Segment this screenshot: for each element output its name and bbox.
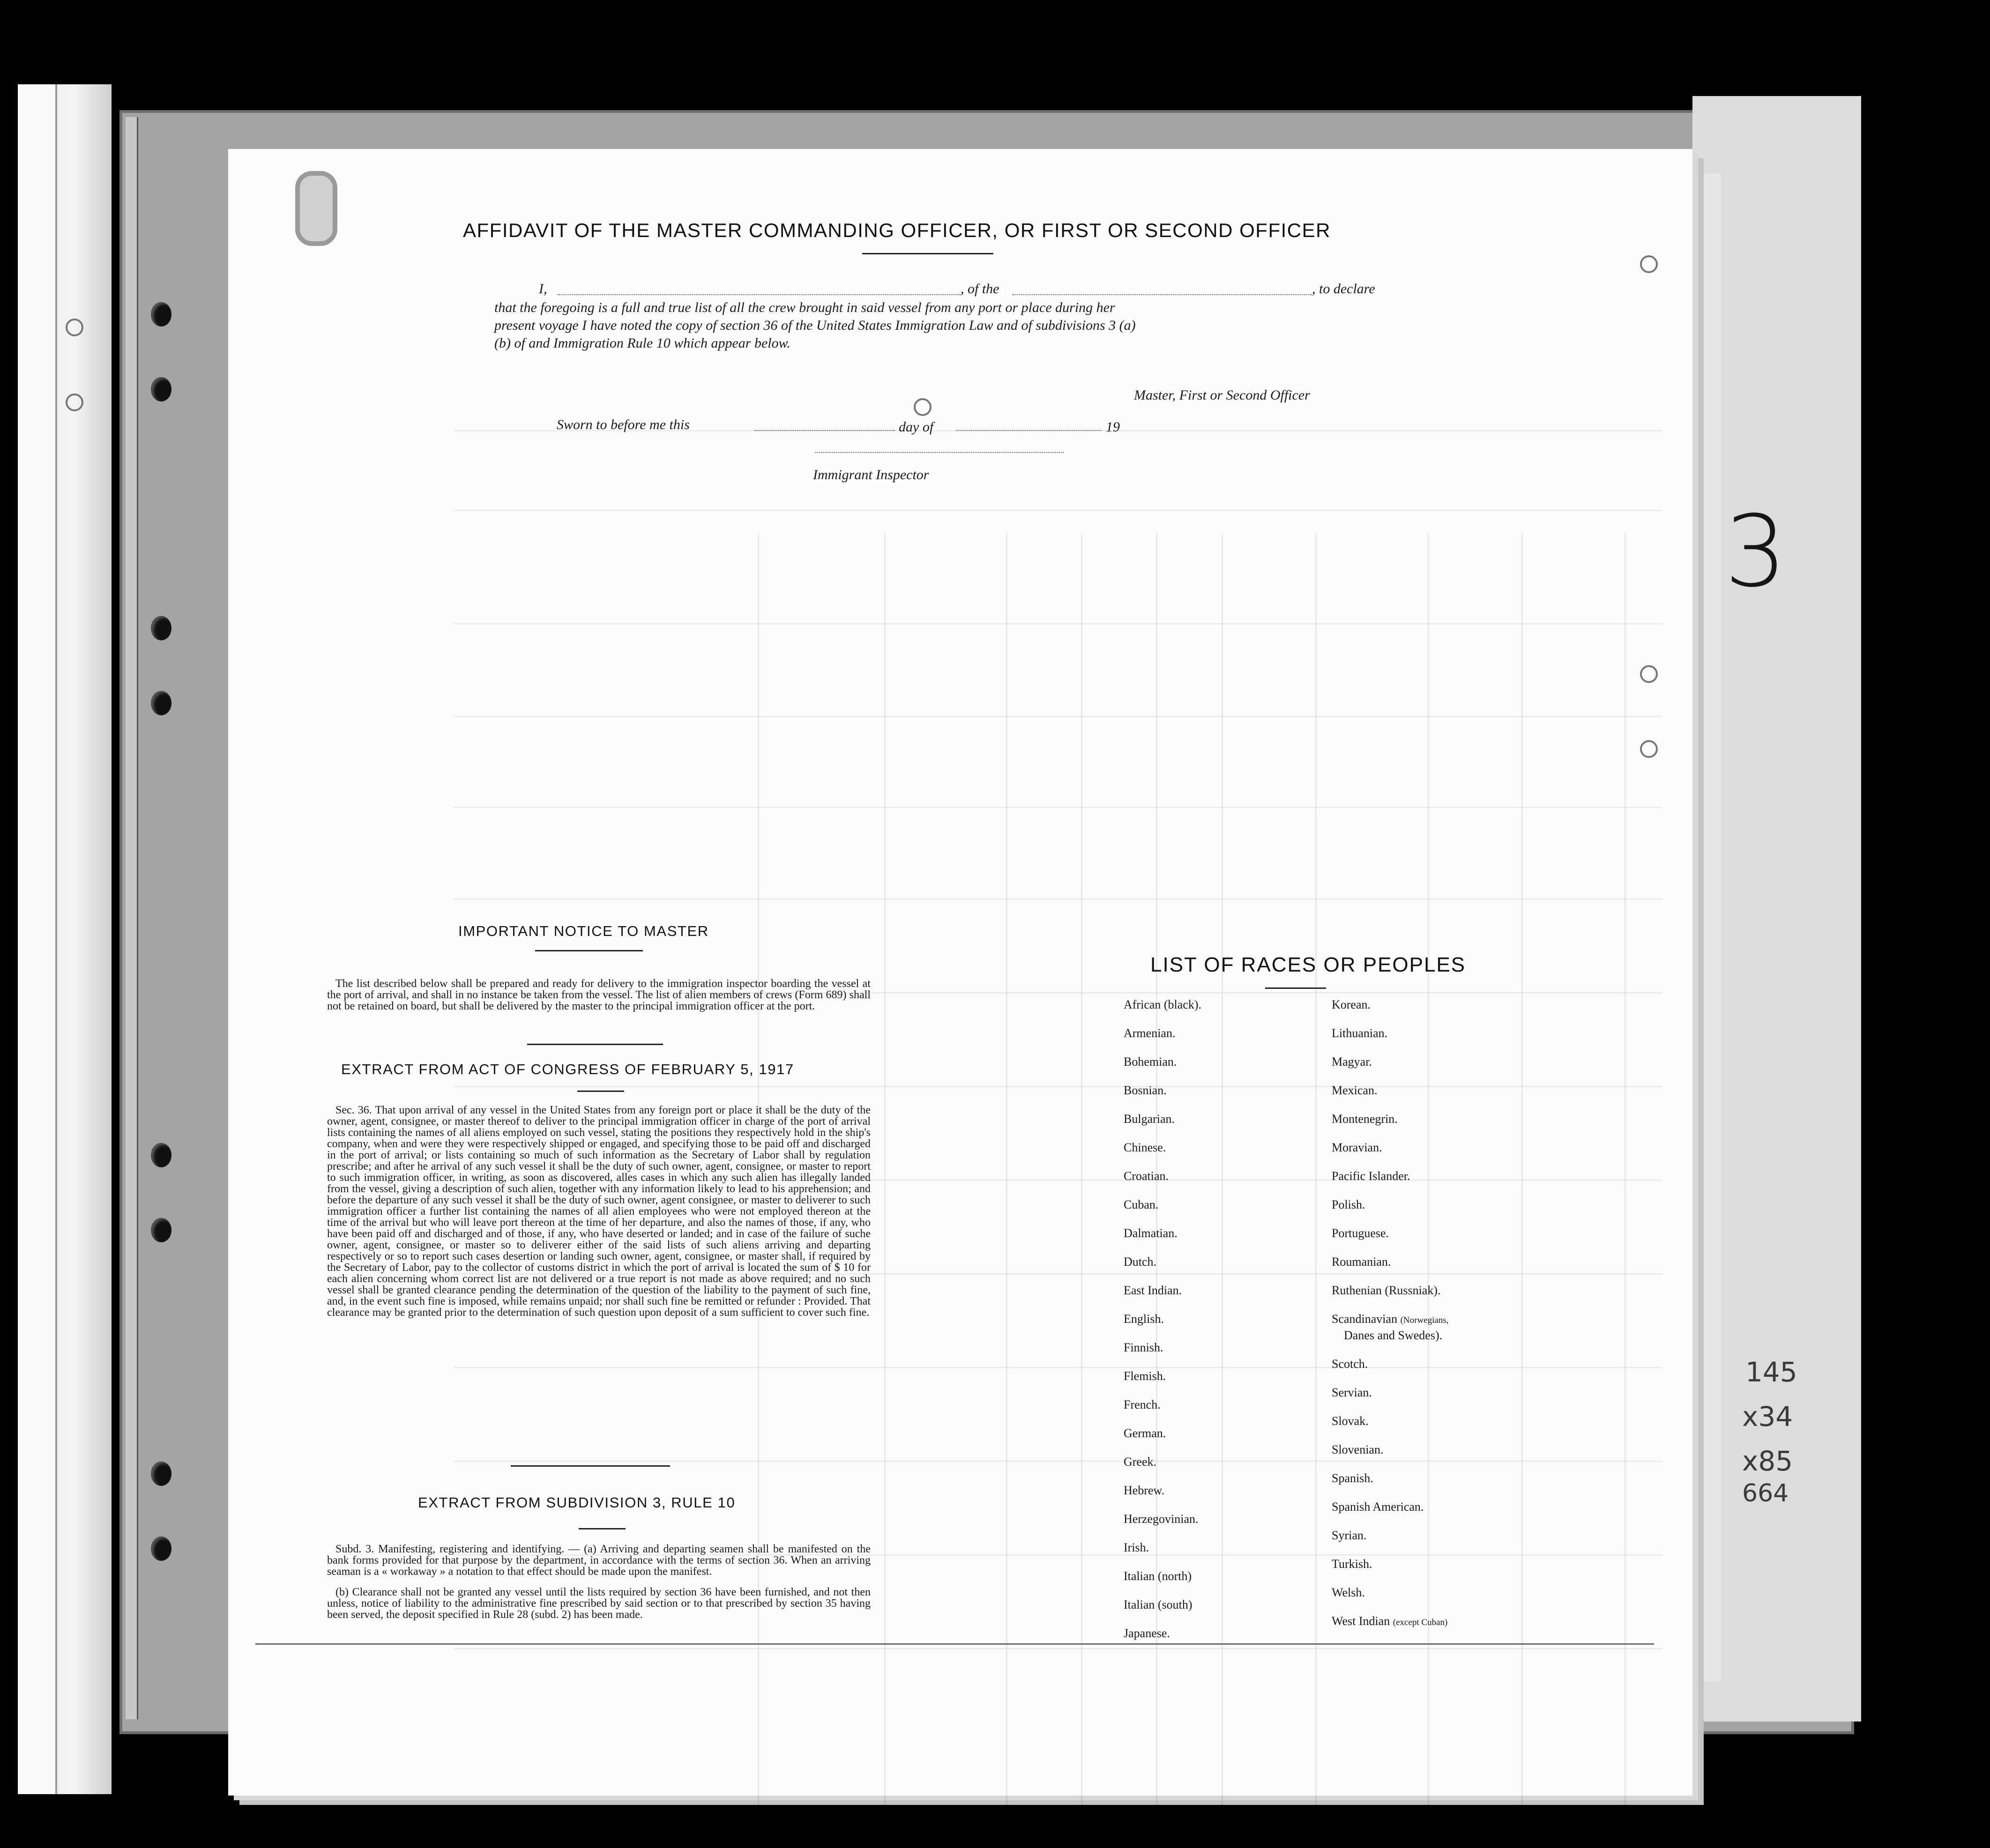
rule-bottom-rule	[579, 1528, 626, 1529]
act-top-rule	[527, 1044, 663, 1045]
race-item: Mexican.	[1332, 1084, 1378, 1097]
affidavit-line-2: that the foregoing is a full and true list of all the crew brought in said vessel from any port or place during her	[494, 300, 1115, 315]
race-item: Japanese.	[1124, 1626, 1170, 1640]
punch-hole	[151, 616, 171, 640]
race-item: Armenian.	[1124, 1026, 1176, 1040]
race-item: Flemish.	[1124, 1369, 1166, 1383]
reinforcement-ring	[1640, 740, 1658, 758]
race-item: Croatian.	[1124, 1169, 1169, 1183]
sworn-day-blank	[754, 430, 895, 431]
affidavit-line-3: present voyage I have noted the copy of section 36 of the United States Immigration Law and of subdivisions 3 (a)	[494, 318, 1136, 333]
race-item: English.	[1124, 1312, 1164, 1326]
race-item: Spanish American.	[1332, 1500, 1424, 1514]
punch-hole	[151, 1462, 171, 1486]
notice-heading: IMPORTANT NOTICE TO MASTER	[458, 923, 709, 939]
affidavit-line-1a: I,	[539, 281, 547, 297]
sworn-month-blank	[956, 430, 1101, 431]
inspector-label: Immigrant Inspector	[813, 467, 929, 482]
affidavit-title: AFFIDAVIT OF THE MASTER COMMANDING OFFICER, OR FIRST OR SECOND OFFICER	[463, 219, 1331, 241]
race-label: Scandinavian	[1332, 1312, 1398, 1326]
race-item: Greek.	[1124, 1455, 1157, 1469]
rule-heading: EXTRACT FROM SUBDIVISION 3, RULE 10	[418, 1494, 736, 1511]
race-item: Italian (north)	[1124, 1569, 1192, 1583]
race-item: Dutch.	[1124, 1255, 1157, 1269]
rule-text-b: (b) Clearance shall not be granted any vessel until the lists required by section 36 have been furnished, and not then unless, notice of liability to the administrative fine prescribed by said section or to that prescribed by section 35 having been served, the deposit specified in Rule 28 (subd. 2) has been made.	[327, 1586, 871, 1621]
act-text: Sec. 36. That upon arrival of any vessel in the United States from any foreign port or place it shall be the duty of the owner, agent, consignee, or master thereof to deliver to the principal immigration officer in charge of the port of arrival lists containing the names of all aliens employed on such vessel, stating the positions they respectively hold in the ship's company, when and were they were respectively shipped or engaged, and specifying those to be paid off and discharged in the port of arrival; or lists containing so much of such information as the Secretary of Labor shall by regulation prescribe; and after he arrival of any such vessel it shall be the duty of such owner, agent, consignee, or master to report to such immigration officer, in writing, as soon as discovered, alles cases in which any such alien has illegally landed from the vessel, giving a description of such alien, together with any information likely to lead to his apprehension; and before the departure of any such vessel it shall be the duty of such owner, agent consignee, or master to deliverer to such immigration officer a further list containing the names of all alien employees who were not employed thereon at the time of the arrival but who will leave port thereon at the time of her departure, and also the names of those, if any, who have been paid off and discharged and of those, if any, who have deserted or landed; and in case of the failure of suche owner, agent, consignee, or master so to deliverer either of the said lists of such aliens arriving and departing respectively or so to report such cases desertion or landing such owner, agent, consignee, or master shall, if required by the Secretary of Labor, pay to the collector of customs district in which the port of arrival is located the sum of $ 10 for each alien concerning whom correct list are not delivered or a true report is not made as above required; and no such vessel shall be granted clearance pending the determination of the question of the liability to the payment of such fine, and, in the event such fine is imposed, while remains unpaid; nor shall such fine be remitted or refunder : Provided. That clearance may be granted prior to the determination of such question upon deposit of a sum sufficient to cover such fine.	[327, 1104, 871, 1319]
race-item: Pacific Islander.	[1332, 1169, 1410, 1183]
race-item: Servian.	[1332, 1386, 1372, 1399]
race-item: Korean.	[1332, 998, 1371, 1011]
punch-hole	[151, 1218, 171, 1242]
race-item: French.	[1124, 1398, 1161, 1411]
stamp-seal	[295, 171, 337, 246]
race-item: Spanish.	[1332, 1471, 1373, 1485]
sworn-label: Sworn to before me this	[557, 417, 690, 432]
reinforcement-ring	[66, 319, 83, 336]
race-item	[1332, 1614, 1447, 1628]
race-item: Italian (south)	[1124, 1598, 1193, 1611]
race-item: African (black).	[1124, 998, 1202, 1011]
punch-hole	[151, 1536, 171, 1561]
handwritten-tally: x85	[1742, 1445, 1793, 1477]
affidavit-line-1c: , to declare	[1312, 281, 1375, 297]
race-item: Syrian.	[1332, 1529, 1367, 1542]
race-item: Montenegrin.	[1332, 1112, 1398, 1126]
race-item: Moravian.	[1332, 1141, 1382, 1154]
race-item: Dalmatian.	[1124, 1226, 1178, 1240]
reinforcement-ring	[914, 398, 932, 416]
binder-spine	[18, 84, 112, 1794]
race-item: Slovenian.	[1332, 1443, 1384, 1456]
sworn-day-label: day of	[899, 419, 934, 435]
race-item: Slovak.	[1332, 1414, 1369, 1428]
affidavit-line-1b: , of the	[961, 281, 999, 297]
race-item	[1332, 1312, 1448, 1326]
race-note: (Norwegians,	[1400, 1315, 1449, 1325]
races-rule	[1265, 987, 1326, 989]
handwritten-tally: 664	[1742, 1479, 1789, 1507]
reinforcement-ring	[1640, 665, 1658, 683]
race-item: Chinese.	[1124, 1141, 1166, 1154]
race-item: Cuban.	[1124, 1198, 1159, 1211]
race-item: Magyar.	[1332, 1055, 1372, 1069]
race-item: Bulgarian.	[1124, 1112, 1175, 1126]
reinforcement-ring	[1640, 255, 1658, 273]
sworn-year-label: 19	[1106, 419, 1120, 435]
race-item: Roumanian.	[1332, 1255, 1391, 1269]
race-item: Welsh.	[1332, 1586, 1365, 1599]
punch-hole	[151, 302, 171, 327]
race-item: East Indian.	[1124, 1284, 1182, 1297]
inspector-blank	[815, 452, 1064, 453]
race-item: Bosnian.	[1124, 1084, 1167, 1097]
rule-text-a: Subd. 3. Manifesting, registering and identifying. — (a) Arriving and departing seamen shall be manifested on the bank forms provided for that purpose by the department, in accordance with the terms of section 36. When an arriving seaman is a « workaway » a notation to that effect should be made upon the manifest.	[327, 1543, 871, 1578]
signature-label: Master, First or Second Officer	[1134, 387, 1310, 403]
race-item: Lithuanian.	[1332, 1026, 1388, 1040]
race-item: Irish.	[1124, 1541, 1149, 1554]
title-rule	[862, 253, 993, 254]
rule-top-rule	[511, 1465, 670, 1467]
act-bottom-rule	[577, 1091, 624, 1092]
notice-text: The list described below shall be prepared and ready for delivery to the immigration inspector boarding the vessel at the port of arrival, and shall in no instance be taken from the vessel. The list of alien members of crews (Form 689) shall not be retained on board, but shall be delivered by the master to the principal immigration officer at the port.	[327, 978, 871, 1012]
race-item: Turkish.	[1332, 1557, 1372, 1571]
race-item: Bohemian.	[1124, 1055, 1177, 1069]
race-item-continued: Danes and Swedes).	[1344, 1328, 1443, 1342]
handwritten-page-number: 3	[1724, 494, 1787, 609]
race-item: Portuguese.	[1332, 1226, 1389, 1240]
race-item: German.	[1124, 1426, 1166, 1440]
name-blank	[558, 294, 961, 295]
board-edge	[126, 117, 138, 1719]
sheet-bottom-rule	[255, 1643, 1654, 1645]
race-item: Polish.	[1332, 1198, 1365, 1211]
binder-lip	[18, 84, 57, 1794]
race-item: Scotch.	[1332, 1357, 1368, 1371]
race-item: Herzegovinian.	[1124, 1512, 1199, 1526]
punch-hole	[151, 377, 171, 401]
race-item: Ruthenian (Russniak).	[1332, 1284, 1441, 1297]
punch-hole	[151, 1143, 171, 1167]
race-label: West Indian	[1332, 1614, 1390, 1628]
race-item: Finnish.	[1124, 1341, 1163, 1354]
act-heading: EXTRACT FROM ACT OF CONGRESS OF FEBRUARY 5, 1917	[341, 1061, 794, 1077]
races-heading: LIST OF RACES OR PEOPLES	[1150, 953, 1466, 976]
reinforcement-ring	[66, 393, 83, 411]
vessel-blank	[1012, 294, 1312, 295]
punch-hole	[151, 691, 171, 715]
handwritten-tally: 145	[1745, 1356, 1797, 1388]
race-item: Hebrew.	[1124, 1484, 1165, 1497]
notice-rule	[535, 950, 643, 951]
affidavit-line-4: (b) of and Immigration Rule 10 which appear below.	[494, 335, 790, 351]
race-note: (except Cuban)	[1393, 1618, 1448, 1627]
handwritten-tally: x34	[1742, 1401, 1793, 1432]
